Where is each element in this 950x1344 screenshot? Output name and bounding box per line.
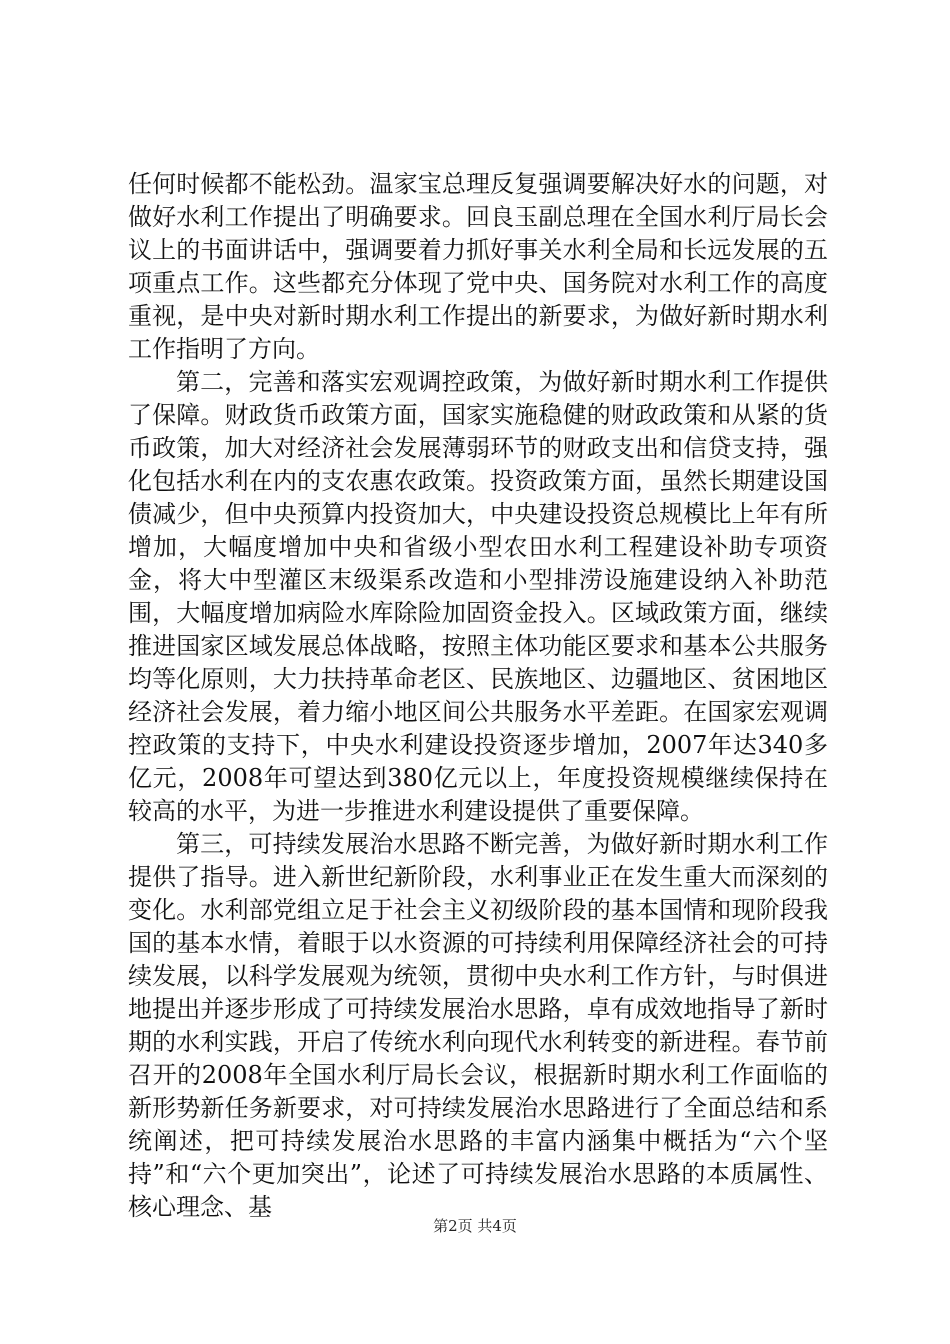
paragraph-third: 第三，可持续发展治水思路不断完善，为做好新时期水利工作提供了指导。进入新世纪新阶段，水利事业正在发生重大而深刻的变化。水利部党组立足于社会主义初级阶段的基本国情和现阶段我国的基本水情，着眼于以水资源的可持续利用保障经济社会的可持续发展，以科学发展观为统领，贯彻中央水利工作方针，与时俱进地提出并逐步形成了可持续发展治水思路，卓有成效地指导了新时期的水利实践，开启了传统水利向现代水利转变的新进程。春节前召开的2008年全国水利厅局长会议，根据新时期水利工作面临的新形势新任务新要求，对可持续发展治水思路进行了全面总结和系统阐述，把可持续发展治水思路的丰富内涵集中概括为“六个坚持”和“六个更加突出”，论述了可持续发展治水思路的本质属性、核心理念、基 [128,830,828,1221]
paragraph-second: 第二，完善和落实宏观调控政策，为做好新时期水利工作提供了保障。财政货币政策方面，国家实施稳健的财政政策和从紧的货币政策，加大对经济社会发展薄弱环节的财政支出和信贷支持，强化包括水利在内的支农惠农政策。投资政策方面，虽然长期建设国债减少，但中央预算内投资加大，中央建设投资总规模比上年有所增加，大幅度增加中央和省级小型农田水利工程建设补助专项资金，将大中型灌区末级渠系改造和小型排涝设施建设纳入补助范围，大幅度增加病险水库除险加固资金投入。区域政策方面，继续推进国家区域发展总体战略，按照主体功能区要求和基本公共服务均等化原则，大力扶持革命老区、民族地区、边疆地区、贫困地区经济社会发展，着力缩小地区间公共服务水平差距。在国家宏观调控政策的支持下，中央水利建设投资逐步增加，2007年达340多亿元，2008年可望达到380亿元以上，年度投资规模继续保持在较高的水平，为进一步推进水利建设提供了重要保障。 [128,368,828,825]
paragraph-continuation: 任何时候都不能松劲。温家宝总理反复强调要解决好水的问题，对做好水利工作提出了明确要求。回良玉副总理在全国水利厅局长会议上的书面讲话中，强调要着力抓好事关水利全局和长远发展的五项重点工作。这些都充分体现了党中央、国务院对水利工作的高度重视，是中央对新时期水利工作提出的新要求，为做好新时期水利工作指明了方向。 [128,170,828,363]
document-body [128,168,828,1224]
page-footer: 第2页 共4页 [433,1217,517,1235]
